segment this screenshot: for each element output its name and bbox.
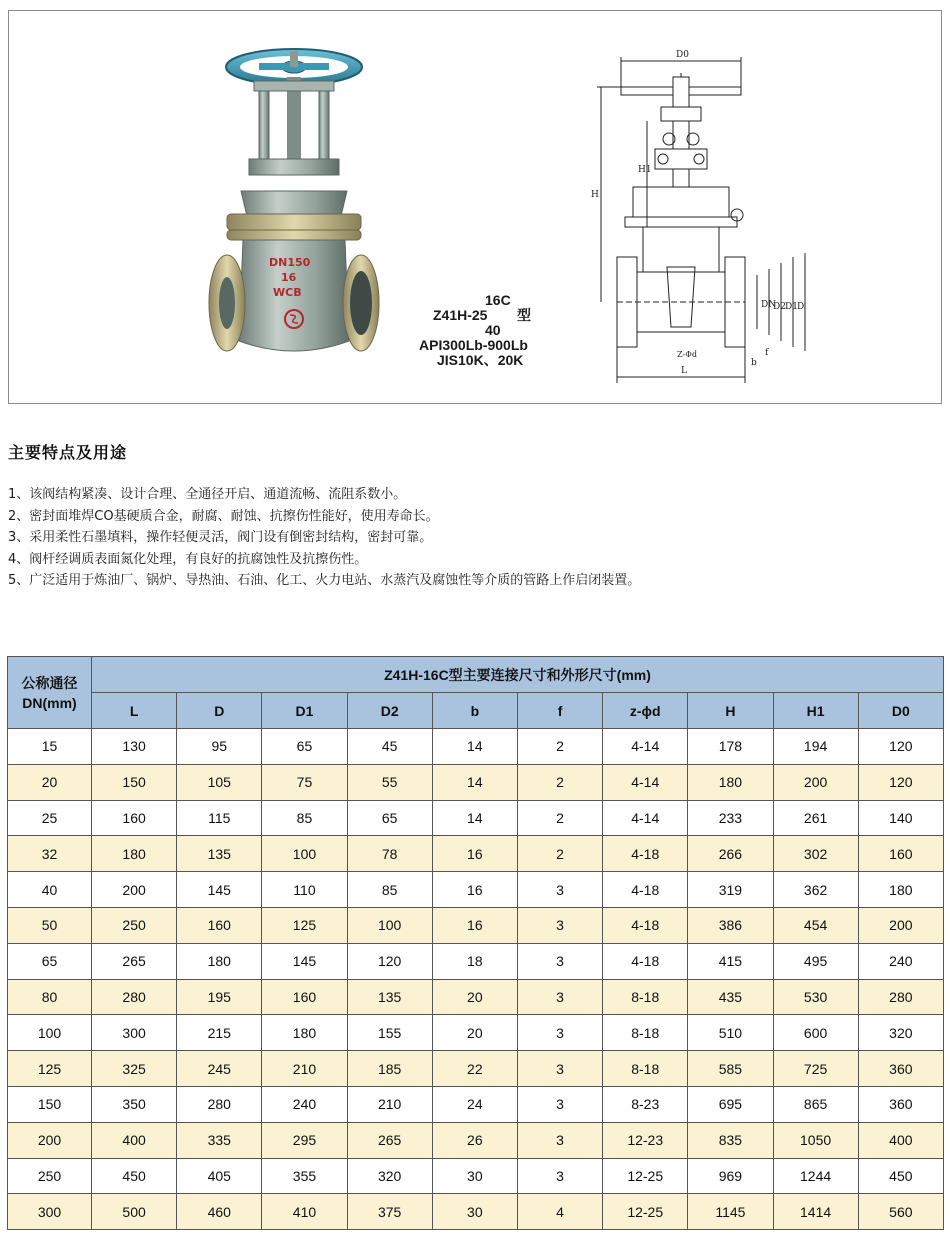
table-cell: 180 bbox=[262, 1015, 347, 1051]
table-cell: 600 bbox=[773, 1015, 858, 1051]
column-header: D0 bbox=[858, 693, 943, 729]
table-cell: 362 bbox=[773, 872, 858, 908]
column-header: D1 bbox=[262, 693, 347, 729]
table-cell: 24 bbox=[432, 1086, 517, 1122]
table-cell: 400 bbox=[92, 1122, 177, 1158]
label-h: H bbox=[591, 190, 599, 200]
table-cell: 18 bbox=[432, 943, 517, 979]
table-cell: 266 bbox=[688, 836, 773, 872]
table-cell: 130 bbox=[92, 729, 177, 765]
table-cell: 160 bbox=[177, 907, 262, 943]
feature-item: 3、采用柔性石墨填料，操作轻便灵活，阀门设有倒密封结构，密封可靠。 bbox=[8, 530, 433, 545]
table-cell: 450 bbox=[858, 1158, 943, 1194]
table-cell: 1414 bbox=[773, 1194, 858, 1230]
dn-cell: 100 bbox=[8, 1015, 92, 1051]
dn-cell: 125 bbox=[8, 1051, 92, 1087]
table-cell: 250 bbox=[92, 907, 177, 943]
dn-header bbox=[8, 657, 92, 729]
table-cell: 245 bbox=[177, 1051, 262, 1087]
column-header: z-ϕd bbox=[603, 693, 688, 729]
dn-cell: 200 bbox=[8, 1122, 92, 1158]
table-cell: 85 bbox=[262, 800, 347, 836]
label-l: L bbox=[681, 366, 687, 376]
table-cell: 240 bbox=[858, 943, 943, 979]
table-cell: 280 bbox=[92, 979, 177, 1015]
table-cell: 233 bbox=[688, 800, 773, 836]
table-cell: 20 bbox=[432, 1015, 517, 1051]
table-cell: 160 bbox=[262, 979, 347, 1015]
table-cell: 210 bbox=[347, 1086, 432, 1122]
table-cell: 495 bbox=[773, 943, 858, 979]
table-row bbox=[8, 943, 944, 979]
dn-cell: 40 bbox=[8, 872, 92, 908]
table-cell: 135 bbox=[347, 979, 432, 1015]
column-header: b bbox=[432, 693, 517, 729]
label-b: b bbox=[751, 358, 757, 368]
table-cell: 95 bbox=[177, 729, 262, 765]
table-row bbox=[8, 979, 944, 1015]
table-cell: 16 bbox=[432, 872, 517, 908]
table-row bbox=[8, 729, 944, 765]
dn-cell: 250 bbox=[8, 1158, 92, 1194]
label-d: D bbox=[797, 302, 805, 312]
table-cell: 16 bbox=[432, 836, 517, 872]
table-cell: 835 bbox=[688, 1122, 773, 1158]
dn-cell: 32 bbox=[8, 836, 92, 872]
table-cell: 560 bbox=[858, 1194, 943, 1230]
table-cell: 160 bbox=[858, 836, 943, 872]
feature-item: 1、该阀结构紧凑、设计合理、全通径开启、通道流畅、流阻系数小。 bbox=[8, 487, 407, 502]
table-cell: 3 bbox=[517, 1015, 602, 1051]
table-cell: 1244 bbox=[773, 1158, 858, 1194]
model-suffix: 型 bbox=[517, 307, 531, 323]
table-cell: 20 bbox=[432, 979, 517, 1015]
table-cell: 280 bbox=[177, 1086, 262, 1122]
model-main: Z41H-25 bbox=[433, 307, 488, 323]
casting-mark-pn: 16 bbox=[281, 271, 297, 284]
feature-item: 2、密封面堆焊CO基硬质合金，耐腐、耐蚀、抗擦伤性能好，使用寿命长。 bbox=[8, 508, 439, 524]
table-cell: 530 bbox=[773, 979, 858, 1015]
table-cell: 145 bbox=[262, 943, 347, 979]
table-cell: 350 bbox=[92, 1086, 177, 1122]
table-cell: 180 bbox=[92, 836, 177, 872]
table-cell: 3 bbox=[517, 1122, 602, 1158]
table-cell: 4-18 bbox=[603, 943, 688, 979]
dn-cell: 65 bbox=[8, 943, 92, 979]
label-dn: DN bbox=[761, 300, 777, 310]
table-cell: 450 bbox=[92, 1158, 177, 1194]
table-cell: 115 bbox=[177, 800, 262, 836]
table-cell: 100 bbox=[262, 836, 347, 872]
table-cell: 302 bbox=[773, 836, 858, 872]
dimension-table bbox=[7, 656, 944, 1230]
table-cell: 4-18 bbox=[603, 872, 688, 908]
table-cell: 178 bbox=[688, 729, 773, 765]
table-cell: 4-14 bbox=[603, 729, 688, 765]
table-cell: 265 bbox=[347, 1122, 432, 1158]
table-cell: 14 bbox=[432, 764, 517, 800]
table-cell: 145 bbox=[177, 872, 262, 908]
table-cell: 194 bbox=[773, 729, 858, 765]
table-cell: 725 bbox=[773, 1051, 858, 1087]
table-cell: 85 bbox=[347, 872, 432, 908]
table-cell: 500 bbox=[92, 1194, 177, 1230]
table-cell: 300 bbox=[92, 1015, 177, 1051]
dn-cell: 25 bbox=[8, 800, 92, 836]
table-cell: 55 bbox=[347, 764, 432, 800]
table-row bbox=[8, 1158, 944, 1194]
table-cell: 320 bbox=[858, 1015, 943, 1051]
table-cell: 110 bbox=[262, 872, 347, 908]
table-cell: 12-23 bbox=[603, 1122, 688, 1158]
table-cell: 180 bbox=[177, 943, 262, 979]
table-cell: 200 bbox=[92, 872, 177, 908]
table-cell: 460 bbox=[177, 1194, 262, 1230]
table-cell: 2 bbox=[517, 836, 602, 872]
table-cell: 45 bbox=[347, 729, 432, 765]
jis-rating: JIS10K、20K bbox=[437, 352, 524, 368]
table-cell: 2 bbox=[517, 729, 602, 765]
table-cell: 3 bbox=[517, 943, 602, 979]
casting-mark-material: WCB bbox=[273, 286, 302, 299]
column-header: D2 bbox=[347, 693, 432, 729]
table-row bbox=[8, 1051, 944, 1087]
table-cell: 75 bbox=[262, 764, 347, 800]
table-cell: 325 bbox=[92, 1051, 177, 1087]
table-cell: 2 bbox=[517, 800, 602, 836]
table-cell: 375 bbox=[347, 1194, 432, 1230]
table-cell: 150 bbox=[92, 764, 177, 800]
feature-item: 5、广泛适用于炼油厂、锅炉、导热油、石油、化工、火力电站、水蒸汽及腐蚀性等介质的管路上作启闭装置。 bbox=[8, 573, 641, 588]
label-h1: H1 bbox=[638, 165, 652, 175]
table-cell: 265 bbox=[92, 943, 177, 979]
table-cell: 585 bbox=[688, 1051, 773, 1087]
table-cell: 180 bbox=[858, 872, 943, 908]
table-row bbox=[8, 1194, 944, 1230]
table-cell: 30 bbox=[432, 1194, 517, 1230]
table-cell: 65 bbox=[347, 800, 432, 836]
features-title: 主要特点及用途 bbox=[8, 443, 128, 462]
table-cell: 8-18 bbox=[603, 1051, 688, 1087]
table-cell: 415 bbox=[688, 943, 773, 979]
product-panel bbox=[8, 10, 942, 404]
dimension-drawing bbox=[581, 47, 831, 397]
table-cell: 3 bbox=[517, 1158, 602, 1194]
table-cell: 14 bbox=[432, 800, 517, 836]
table-cell: 3 bbox=[517, 872, 602, 908]
table-cell: 135 bbox=[177, 836, 262, 872]
table-cell: 695 bbox=[688, 1086, 773, 1122]
table-row bbox=[8, 907, 944, 943]
table-cell: 405 bbox=[177, 1158, 262, 1194]
model-bottom: 40 bbox=[485, 322, 501, 338]
table-cell: 210 bbox=[262, 1051, 347, 1087]
dn-cell: 20 bbox=[8, 764, 92, 800]
table-cell: 215 bbox=[177, 1015, 262, 1051]
column-header: D bbox=[177, 693, 262, 729]
casting-mark-dn: DN150 bbox=[269, 256, 311, 269]
table-row bbox=[8, 836, 944, 872]
dn-cell: 80 bbox=[8, 979, 92, 1015]
table-cell: 16 bbox=[432, 907, 517, 943]
table-cell: 140 bbox=[858, 800, 943, 836]
table-cell: 200 bbox=[773, 764, 858, 800]
table-row bbox=[8, 1086, 944, 1122]
table-cell: 435 bbox=[688, 979, 773, 1015]
table-row bbox=[8, 872, 944, 908]
table-cell: 335 bbox=[177, 1122, 262, 1158]
column-header: H1 bbox=[773, 693, 858, 729]
table-cell: 410 bbox=[262, 1194, 347, 1230]
feature-item: 4、阀杆经调质表面氮化处理，有良好的抗腐蚀性及抗擦伤性。 bbox=[8, 551, 368, 567]
dn-cell: 150 bbox=[8, 1086, 92, 1122]
table-cell: 12-25 bbox=[603, 1194, 688, 1230]
table-cell: 4 bbox=[517, 1194, 602, 1230]
label-z-d: Z-Φd bbox=[677, 350, 697, 359]
table-cell: 355 bbox=[262, 1158, 347, 1194]
table-title: Z41H-16C型主要连接尺寸和外形尺寸(mm) bbox=[92, 657, 944, 693]
table-cell: 454 bbox=[773, 907, 858, 943]
dn-cell: 300 bbox=[8, 1194, 92, 1230]
table-cell: 120 bbox=[858, 729, 943, 765]
table-cell: 865 bbox=[773, 1086, 858, 1122]
gate-valve-photo bbox=[199, 41, 389, 381]
table-cell: 280 bbox=[858, 979, 943, 1015]
table-cell: 120 bbox=[347, 943, 432, 979]
table-cell: 105 bbox=[177, 764, 262, 800]
label-f: f bbox=[765, 348, 769, 358]
table-cell: 1145 bbox=[688, 1194, 773, 1230]
table-cell: 8-18 bbox=[603, 979, 688, 1015]
table-cell: 12-25 bbox=[603, 1158, 688, 1194]
column-header: f bbox=[517, 693, 602, 729]
table-cell: 180 bbox=[688, 764, 773, 800]
table-cell: 4-18 bbox=[603, 836, 688, 872]
table-cell: 510 bbox=[688, 1015, 773, 1051]
table-row bbox=[8, 800, 944, 836]
table-cell: 26 bbox=[432, 1122, 517, 1158]
table-cell: 3 bbox=[517, 1086, 602, 1122]
table-cell: 360 bbox=[858, 1086, 943, 1122]
table-cell: 360 bbox=[858, 1051, 943, 1087]
table-cell: 160 bbox=[92, 800, 177, 836]
table-cell: 1050 bbox=[773, 1122, 858, 1158]
table-cell: 2 bbox=[517, 764, 602, 800]
model-top: 16C bbox=[485, 292, 511, 308]
dn-header-line2: DN(mm) bbox=[22, 694, 77, 711]
label-d1: D1 bbox=[785, 302, 798, 312]
table-cell: 3 bbox=[517, 1051, 602, 1087]
table-cell: 185 bbox=[347, 1051, 432, 1087]
table-cell: 120 bbox=[858, 764, 943, 800]
label-d0: D0 bbox=[676, 50, 689, 60]
table-cell: 3 bbox=[517, 907, 602, 943]
table-cell: 969 bbox=[688, 1158, 773, 1194]
column-header: L bbox=[92, 693, 177, 729]
api-rating: API300Lb-900Lb bbox=[419, 337, 528, 353]
table-row bbox=[8, 1122, 944, 1158]
table-cell: 320 bbox=[347, 1158, 432, 1194]
table-cell: 400 bbox=[858, 1122, 943, 1158]
table-cell: 22 bbox=[432, 1051, 517, 1087]
table-cell: 240 bbox=[262, 1086, 347, 1122]
table-cell: 78 bbox=[347, 836, 432, 872]
features-list bbox=[8, 484, 640, 592]
table-cell: 30 bbox=[432, 1158, 517, 1194]
table-cell: 200 bbox=[858, 907, 943, 943]
table-cell: 261 bbox=[773, 800, 858, 836]
table-row bbox=[8, 764, 944, 800]
column-header: H bbox=[688, 693, 773, 729]
table-cell: 195 bbox=[177, 979, 262, 1015]
table-cell: 155 bbox=[347, 1015, 432, 1051]
table-cell: 3 bbox=[517, 979, 602, 1015]
label-d2: D2 bbox=[773, 302, 786, 312]
table-cell: 295 bbox=[262, 1122, 347, 1158]
table-row bbox=[8, 1015, 944, 1051]
table-cell: 14 bbox=[432, 729, 517, 765]
dn-cell: 50 bbox=[8, 907, 92, 943]
table-cell: 8-18 bbox=[603, 1015, 688, 1051]
table-cell: 4-14 bbox=[603, 764, 688, 800]
table-cell: 4-14 bbox=[603, 800, 688, 836]
dn-header-line1: 公称通径 bbox=[21, 674, 78, 691]
table-cell: 319 bbox=[688, 872, 773, 908]
table-cell: 8-23 bbox=[603, 1086, 688, 1122]
table-cell: 386 bbox=[688, 907, 773, 943]
table-cell: 65 bbox=[262, 729, 347, 765]
table-cell: 125 bbox=[262, 907, 347, 943]
table-cell: 4-18 bbox=[603, 907, 688, 943]
dn-cell: 15 bbox=[8, 729, 92, 765]
table-cell: 100 bbox=[347, 907, 432, 943]
